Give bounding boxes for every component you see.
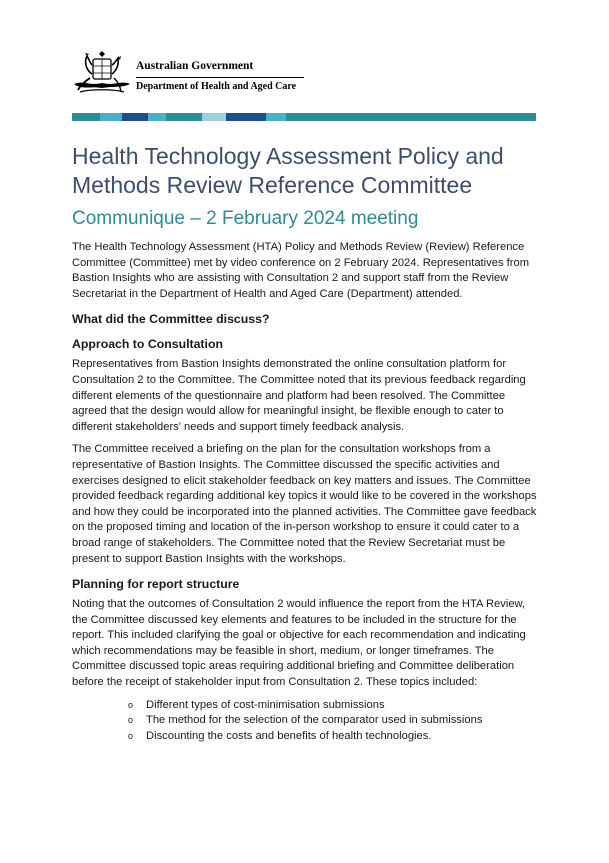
band-segment <box>286 113 536 121</box>
list-item-text: The method for the selection of the comparator used in submissions <box>146 714 483 727</box>
band-segment <box>100 113 122 121</box>
government-header <box>72 50 312 100</box>
approach-paragraph: The Committee received a briefing on the plan for the consultation workshops from a representative of Bastion Insights. The Committee discussed the specific activities and exercises designed to elicit stakeholder feedback on key matters and issues. The Committee provided feedback regarding additional key topics it would like to be covered in the workshops and how they could be incorporated into the planned activities. The Committee gave feedback on the proposed timing and location of the in-person workshop to ensure it could cater to a broad range of stakeholders. The Committee noted that the Review Secretariat must be present to support Bastion Insights with the workshops. <box>72 443 537 565</box>
list-item-text: Discounting the costs and benefits of health technologies. <box>146 729 432 742</box>
band-segment <box>122 113 148 121</box>
planning-paragraph: Noting that the outcomes of Consultation 2 would influence the report from the HTA Review, the Committee discussed key elements and features to be included in the structure for the report. This included clarifying the goal or objective for each recommendation and indicating which recommendations may be feasible in short, medium, or longer timeframes. The Committee discussed topic areas requiring additional briefing and Committee deliberation before the receipt of stakeholder input from Consultation 2. These topics included: <box>72 598 526 689</box>
government-name: Australian Government <box>136 60 254 72</box>
section-heading: What did the Committee discuss? <box>72 312 270 327</box>
decorative-color-band <box>72 113 536 121</box>
band-segment <box>226 113 266 121</box>
coat-of-arms-logo <box>72 50 132 96</box>
list-item <box>128 729 542 745</box>
topics-list <box>72 698 542 745</box>
bullet-icon: o <box>128 715 134 726</box>
intro-paragraph: The Health Technology Assessment (HTA) Policy and Methods Review (Review) Reference Committee (Committee) met by video conference on 2 February 2024. Representatives from Bastion Insights who are assisting with Consultation 2 and support staff from the Review Secretariat in the Department of Health and Aged Care (Department) attended. <box>72 241 530 300</box>
band-segment <box>148 113 166 121</box>
list-item <box>128 698 542 714</box>
approach-paragraph: Representatives from Bastion Insights demonstrated the online consultation platform for Consultation 2 to the Committee. The Committee noted that its previous feedback regarding different elements of the questionnaire and platform had been resolved. The Committee agreed that the design would allow for meaningful insight, be flexible enough to cater to different stakeholders' needs and support timely feedback analysis. <box>72 358 526 433</box>
band-segment <box>72 113 100 121</box>
bullet-icon: o <box>128 699 134 710</box>
bullet-icon: o <box>128 730 134 741</box>
document-title: Health Technology Assessment Policy and Methods Review Reference Committee <box>72 143 504 198</box>
band-segment <box>166 113 202 121</box>
header-divider <box>136 77 304 78</box>
list-item <box>128 713 542 729</box>
band-segment <box>202 113 226 121</box>
approach-heading: Approach to Consultation <box>72 337 223 352</box>
department-name: Department of Health and Aged Care <box>136 81 297 92</box>
band-segment <box>266 113 286 121</box>
document-subtitle: Communique – 2 February 2024 meeting <box>72 208 419 229</box>
planning-heading: Planning for report structure <box>72 577 240 592</box>
document-body <box>72 142 542 744</box>
list-item-text: Different types of cost-minimisation submissions <box>146 698 385 711</box>
